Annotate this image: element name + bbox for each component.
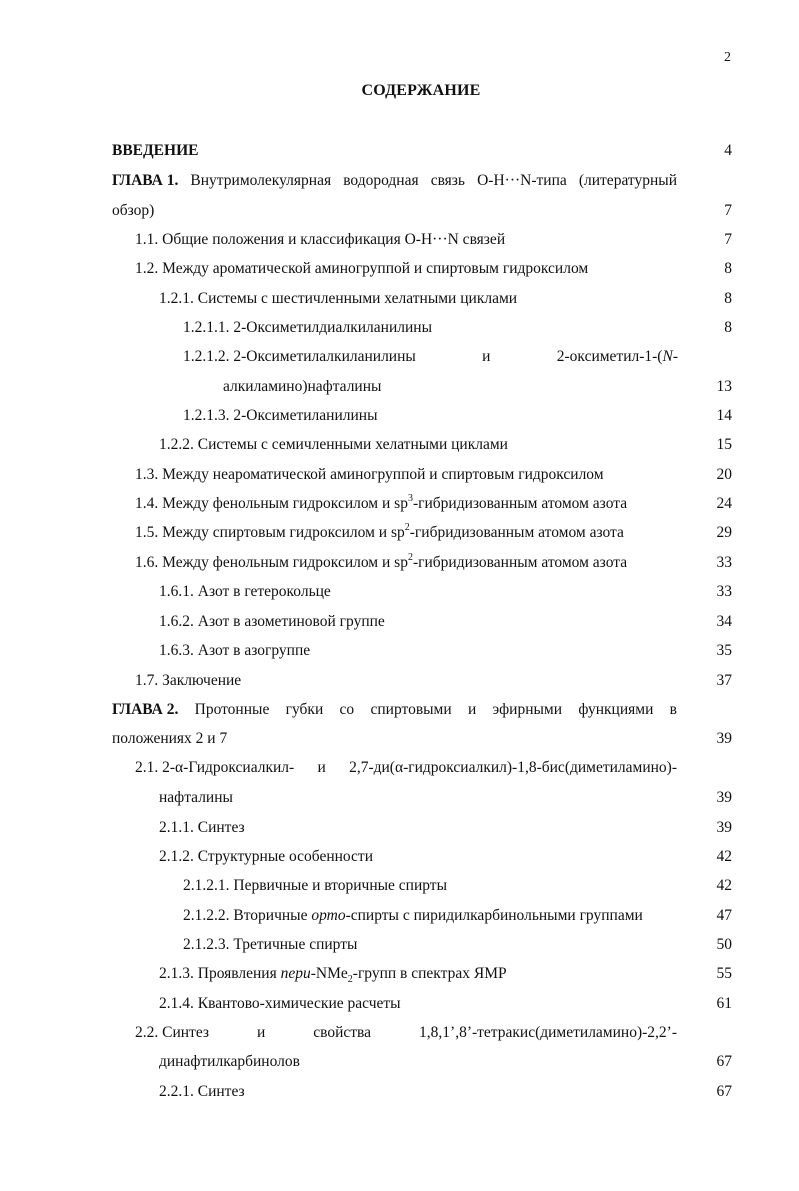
toc-entry-1-2-1-1: 1.2.1.1. 2-Оксиметилдиалкиланилины <box>183 319 432 336</box>
text-part: -NMe <box>310 965 348 982</box>
word: (литературный <box>578 172 677 189</box>
toc-entry-2-1-2-1: 2.1.2.1. Первичные и вторичные спирты <box>183 877 447 894</box>
toc-page-1-2-1-1: 8 <box>724 319 732 336</box>
chapter-label: ГЛАВА 2. <box>112 701 179 718</box>
word: Протонные <box>194 701 270 718</box>
word: и <box>467 701 477 718</box>
word: Внутримолекулярная <box>190 172 332 189</box>
word: и <box>482 348 491 365</box>
toc-page-2-1-4: 61 <box>716 995 732 1012</box>
toc-entry-2-2 <box>135 1023 677 1043</box>
word: связь <box>430 172 466 189</box>
toc-entry-1-7: 1.7. Заключение <box>135 672 242 689</box>
toc-page-1-6-2: 34 <box>716 613 732 630</box>
toc-entry-1-5 <box>135 523 624 543</box>
word: O-H···N-типа <box>477 172 567 189</box>
toc-entry-intro: ВВЕДЕНИЕ <box>112 142 199 159</box>
toc-page-1-6-1: 33 <box>716 583 732 600</box>
toc-entry-1-6 <box>135 553 627 573</box>
toc-page-intro: 4 <box>724 142 732 159</box>
text-part: 2.1.2.2. Вторичные <box>183 907 312 924</box>
toc-page-1-2-1: 8 <box>724 290 732 307</box>
toc-page-1-1: 7 <box>724 231 732 248</box>
toc-page-1-3: 20 <box>716 466 732 483</box>
word: эфирными <box>492 701 563 718</box>
toc-page-2-2: 67 <box>716 1053 732 1070</box>
superscript: 2 <box>407 551 413 563</box>
toc-entry-1-2-1: 1.2.1. Системы с шестичленными хелатными циклами <box>159 290 518 307</box>
toc-entry-1-2-1-3: 1.2.1.3. 2-Оксиметиланилины <box>183 407 378 424</box>
toc-entry-2-2-cont: динафтилкарбинолов <box>159 1053 300 1070</box>
toc-entry-1-2-1-2 <box>183 347 678 367</box>
toc-page-1-2-1-3: 14 <box>716 407 732 424</box>
toc-entry-2-1-2-3: 2.1.2.3. Третичные спирты <box>183 936 358 953</box>
toc-entry-1-6-2: 1.6.2. Азот в азометиновой группе <box>159 613 385 630</box>
toc-entry-2-2-1: 2.2.1. Синтез <box>159 1083 245 1100</box>
page-number: 2 <box>724 50 731 65</box>
toc-entry-2-1-2: 2.1.2. Структурные особенности <box>159 848 374 865</box>
toc-entry-1-3: 1.3. Между неароматической аминогруппой и спиртовым гидроксилом <box>135 466 604 483</box>
italic-text: орто <box>311 907 346 924</box>
word: функциями <box>578 701 654 718</box>
toc-entry-chapter-1 <box>112 171 677 191</box>
toc-page-2-1-3: 55 <box>716 965 732 982</box>
word: в <box>669 701 677 718</box>
toc-page-chapter-1: 7 <box>724 202 732 219</box>
text-part: 1.5. Между спиртовым гидроксилом и sp <box>135 524 405 541</box>
toc-entry-chapter-1-cont: обзор) <box>112 202 155 219</box>
toc-entry-1-2: 1.2. Между ароматической аминогруппой и спиртовым гидроксилом <box>135 260 589 277</box>
text-part: -групп в спектрах ЯМР <box>352 965 507 982</box>
word: 1.2.1.2. 2-Оксиметилалкиланилины <box>183 348 416 365</box>
toc-entry-1-2-2: 1.2.2. Системы с семичленными хелатными циклами <box>159 436 508 453</box>
text-part: -гибридизованным атомом азота <box>409 524 624 541</box>
text-part: -гибридизованным атомом азота <box>412 495 628 512</box>
toc-entry-1-6-3: 1.6.3. Азот в азогруппе <box>159 642 311 659</box>
toc-entry-1-6-1: 1.6.1. Азот в гетерокольце <box>159 583 331 600</box>
toc-page-1-2-1-2: 13 <box>716 378 732 395</box>
toc-page-1-6-3: 35 <box>716 642 732 659</box>
word: 2,7-ди(α-гидроксиалкил)-1,8-бис(диметиламино)- <box>349 759 677 776</box>
word: со <box>339 701 355 718</box>
toc-page-2-1: 39 <box>716 789 732 806</box>
text-part: -спирты с пиридилкарбинольными группами <box>345 907 643 924</box>
toc-entry-2-1-3 <box>159 964 507 984</box>
page-title: СОДЕРЖАНИЕ <box>361 82 481 99</box>
word-part: - <box>672 348 678 365</box>
toc-page-1-5: 29 <box>716 524 732 541</box>
word-part: 2-оксиметил-1-( <box>556 348 663 365</box>
toc-entry-1-4 <box>135 494 627 514</box>
word <box>557 347 678 367</box>
superscript: 3 <box>407 492 413 504</box>
chapter-label: ГЛАВА 1. <box>112 172 179 189</box>
italic-text: пери <box>280 965 311 982</box>
word: 1,8,1’,8’-тетракис(диметиламино)-2,2’- <box>419 1024 677 1041</box>
toc-entry-1-2-1-2-cont: алкиламино)нафталины <box>223 378 382 395</box>
toc-entry-chapter-2 <box>112 700 677 720</box>
toc-page-2-1-2-1: 42 <box>716 877 732 894</box>
word: 2.1. 2-α-Гидроксиалкил- <box>135 759 295 776</box>
toc-page-1-2: 8 <box>724 260 732 277</box>
text-part: 1.6. Между фенольным гидроксилом и sp <box>135 554 408 571</box>
toc-page-1-4: 24 <box>716 495 732 512</box>
word: и <box>317 759 326 776</box>
word: свойства <box>313 1024 372 1041</box>
toc-entry-2-1 <box>135 758 677 778</box>
word: губки <box>285 701 324 718</box>
toc-entry-1-1: 1.1. Общие положения и классификация O-H···N связей <box>135 231 506 248</box>
toc-entry-2-1-4: 2.1.4. Квантово-химические расчеты <box>159 995 401 1012</box>
text-part: 2.1.3. Проявления <box>159 965 281 982</box>
word: спиртовыми <box>370 701 452 718</box>
text-part: 1.4. Между фенольным гидроксилом и sp <box>135 495 408 512</box>
toc-entry-2-1-1: 2.1.1. Синтез <box>159 819 245 836</box>
toc-entry-chapter-2-cont: положениях 2 и 7 <box>112 730 228 747</box>
text-part: -гибридизованным атомом азота <box>412 554 628 571</box>
toc-page-2-2-1: 67 <box>716 1083 732 1100</box>
toc-entry-2-1-cont: нафталины <box>159 789 233 806</box>
superscript: 2 <box>404 521 410 533</box>
word: и <box>257 1024 266 1041</box>
subscript: 2 <box>347 974 353 986</box>
toc-page-2-1-2: 42 <box>716 848 732 865</box>
italic-symbol: N <box>662 348 673 365</box>
toc-page-2-1-1: 39 <box>716 819 732 836</box>
toc-page-1-2-2: 15 <box>716 436 732 453</box>
toc-entry-2-1-2-2 <box>183 906 643 926</box>
word: водородная <box>343 172 419 189</box>
toc-page-1-6: 33 <box>716 554 732 571</box>
toc-page-2-1-2-3: 50 <box>716 936 732 953</box>
word: 2.2. Синтез <box>135 1024 210 1041</box>
toc-page-chapter-2: 39 <box>716 730 732 747</box>
toc-page-2-1-2-2: 47 <box>716 907 732 924</box>
toc-page-1-7: 37 <box>716 672 732 689</box>
